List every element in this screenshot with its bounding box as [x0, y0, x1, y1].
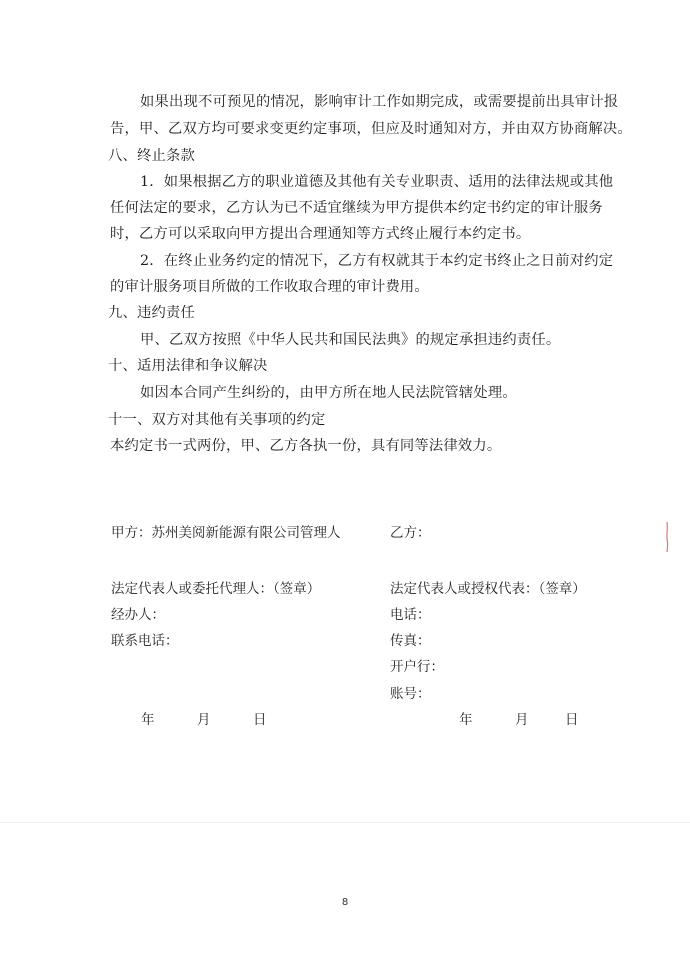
party-b-date-month: 月 — [515, 712, 529, 728]
section-heading-10: 十、适用法律和争议解决 — [108, 358, 268, 374]
section-heading-8: 八、终止条款 — [108, 148, 195, 164]
stamp-edge-mark — [665, 520, 669, 554]
page-number: 8 — [341, 897, 349, 908]
clause-line: 任何法定的要求，乙方认为已不适宜继续为甲方提供本约定书约定的审计服务 — [110, 200, 603, 216]
party-a-phone: 联系电话： — [111, 633, 179, 649]
party-b-bank: 开户行： — [390, 659, 444, 675]
paragraph-line: 告，甲、乙双方均可要求变更约定事项，但应及时通知对方，并由双方协商解决。 — [110, 121, 632, 137]
paragraph-line: 甲、乙双方按照《中华人民共和国民法典》的规定承担违约责任。 — [140, 332, 561, 348]
party-b-name: 乙方： — [390, 525, 431, 541]
party-b-date-day: 日 — [565, 712, 579, 728]
party-a-date-month: 月 — [197, 712, 211, 728]
clause-line: 时，乙方可以采取向甲方提出合理通知等方式终止履行本约定书。 — [110, 226, 531, 242]
section-heading-9: 九、违约责任 — [108, 305, 195, 321]
party-b-fax: 传真： — [390, 633, 431, 649]
party-a-name: 甲方：苏州美阅新能源有限公司管理人 — [111, 525, 341, 541]
party-b-phone: 电话： — [390, 607, 431, 623]
clause-line: 的审计服务项目所做的工作收取合理的审计费用。 — [110, 279, 429, 295]
party-a-date-year: 年 — [141, 712, 155, 728]
paragraph-line: 如因本合同产生纠纷的，由甲方所在地人民法院管辖处理。 — [140, 385, 517, 401]
clause-line: 1．如果根据乙方的职业道德及其他有关专业职责、适用的法律法规或其他 — [140, 174, 614, 190]
party-b-account: 账号： — [390, 686, 431, 702]
party-a-handler: 经办人： — [111, 607, 165, 623]
clause-line: 2．在终止业务约定的情况下，乙方有权就其于本约定书终止之日前对约定 — [140, 253, 614, 269]
paragraph-line: 如果出现不可预见的情况，影响审计工作如期完成，或需要提前出具审计报 — [140, 94, 619, 110]
section-heading-11: 十一、双方对其他有关事项的约定 — [108, 412, 326, 428]
paragraph-line: 本约定书一式两份，甲、乙方各执一份，具有同等法律效力。 — [110, 438, 502, 454]
party-a-date-day: 日 — [253, 712, 267, 728]
party-a-representative: 法定代表人或委托代理人：（签章） — [111, 581, 321, 597]
party-b-representative: 法定代表人或授权代表：（签章） — [390, 581, 586, 597]
scan-fold-line — [0, 822, 690, 823]
party-b-date-year: 年 — [459, 712, 473, 728]
